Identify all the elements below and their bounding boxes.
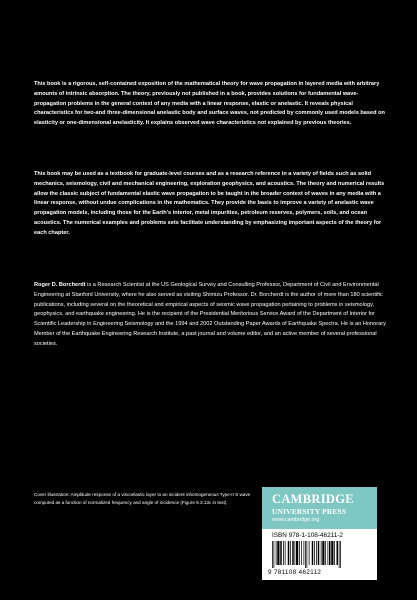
- barcode-bar: [288, 541, 290, 565]
- barcode-bar: [290, 541, 291, 565]
- barcode-bar: [295, 541, 296, 565]
- publisher-name: CAMBRIDGE: [272, 492, 354, 506]
- barcode-bar: [325, 541, 326, 565]
- description-paragraph-2: This book may be used as a textbook for graduate-level courses and as a research reference in a variety of fields such as solid mechanics, seismology, civil and mechanical engineering, exploration geophysics, and acoustics. The theory and numerical results allow the classic subject of fundamental elastic wave propagation to be taught in the broader context of waves in any media with a linear response, without undue complications in the mathematics. They provide the basis to improve a variety of anelastic wave propagation models, including those for the Earth's interior, metal impurities, petroleum reserves, polymers, soils, and ocean acoustics. The numerical examples and problems sets facilitate understanding by emphasizing important aspects of the theory for each chapter.: [34, 171, 385, 236]
- barcode-bar: [276, 541, 277, 565]
- barcode: [272, 541, 367, 568]
- barcode-bar: [340, 541, 341, 568]
- author-name: Roger D. Borcherdt: [34, 282, 86, 288]
- publisher-subtitle: UNIVERSITY PRESS: [272, 507, 347, 516]
- barcode-bar: [316, 541, 317, 565]
- publisher-barcode-block: [262, 487, 377, 580]
- barcode-bar: [321, 541, 322, 565]
- barcode-bar: [277, 541, 279, 565]
- author-bio-text: is a Research Scientist at the US Geological Survey and Consulting Professor, Department of Civil and Environmental Engineering at Stanford University, where he also served as visiting Shimizu Professor. Dr. Borcherdt is the author of more than 180 scientific publications, including several on the theoretical and empirical aspects of seismic wave propagation pertaining to problems in seismology, geophysics, and earthquake engineering. He is the recipient of the Presidential Meritorious Service Award of the Department of Interior for Scientific Leadership in Engineering Seismology and the 1994 and 2002 Outstanding Paper Awards of Earthquake Spectra. He is an Honorary Member of the Earthquake Engineering Research Institute, a past journal and volume editor, and an active member of several professional societies.: [34, 282, 386, 347]
- publisher-url: www.cambridge.org: [272, 517, 320, 523]
- barcode-bar: [299, 541, 300, 565]
- barcode-bar: [334, 541, 335, 565]
- barcode-bar: [314, 541, 315, 565]
- barcode-digits: 9 781108 462112: [268, 569, 322, 576]
- barcode-bar: [296, 541, 298, 565]
- barcode-bar: [292, 541, 294, 565]
- barcode-bar: [312, 541, 314, 565]
- barcode-bar: [274, 541, 275, 568]
- barcode-bar: [307, 541, 308, 568]
- barcode-bar: [322, 541, 324, 565]
- barcode-bar: [331, 541, 333, 565]
- barcode-bar: [305, 541, 306, 568]
- author-bio: [34, 281, 386, 350]
- isbn-label: ISBN 978-1-108-46211-2: [272, 532, 343, 539]
- publisher-logo: [262, 487, 377, 529]
- barcode-bar: [337, 541, 339, 565]
- barcode-bar: [283, 541, 284, 565]
- barcode-bar: [328, 541, 329, 565]
- barcode-bar: [329, 541, 331, 565]
- barcode-bar: [339, 541, 340, 568]
- barcode-bar: [301, 541, 302, 565]
- barcode-bar: [285, 541, 286, 565]
- barcode-bar: [280, 541, 282, 565]
- barcode-bar: [309, 541, 310, 565]
- description-paragraph-1: This book is a rigorous, self-contained exposition of the mathematical theory for wave propagation in layered media with arbitrary amounts of intrinsic absorption. The theory, previously not published in a book, provides solutions for fundamental wave-propagation problems in the general context of any media with a linear response, elastic or anelastic. It reveals physical characteristics for two-and three-dimensional anelastic body and surface waves, not predicted by commonly used models based on elasticity or one-dimensional anelasticity. It explains observed wave characteristics not explained by previous theories.: [34, 81, 385, 127]
- barcode-bar: [318, 541, 320, 565]
- cover-illustration-caption: Cover illustration: Amplitude response of a viscoelastic layer to an incident inhomogeneous Type-II S wave computed as a function of normalized frequency and angle of incidence (Figure 9.3.13c in text).: [34, 492, 251, 506]
- barcode-bar: [272, 541, 273, 568]
- barcode-bar: [304, 541, 305, 565]
